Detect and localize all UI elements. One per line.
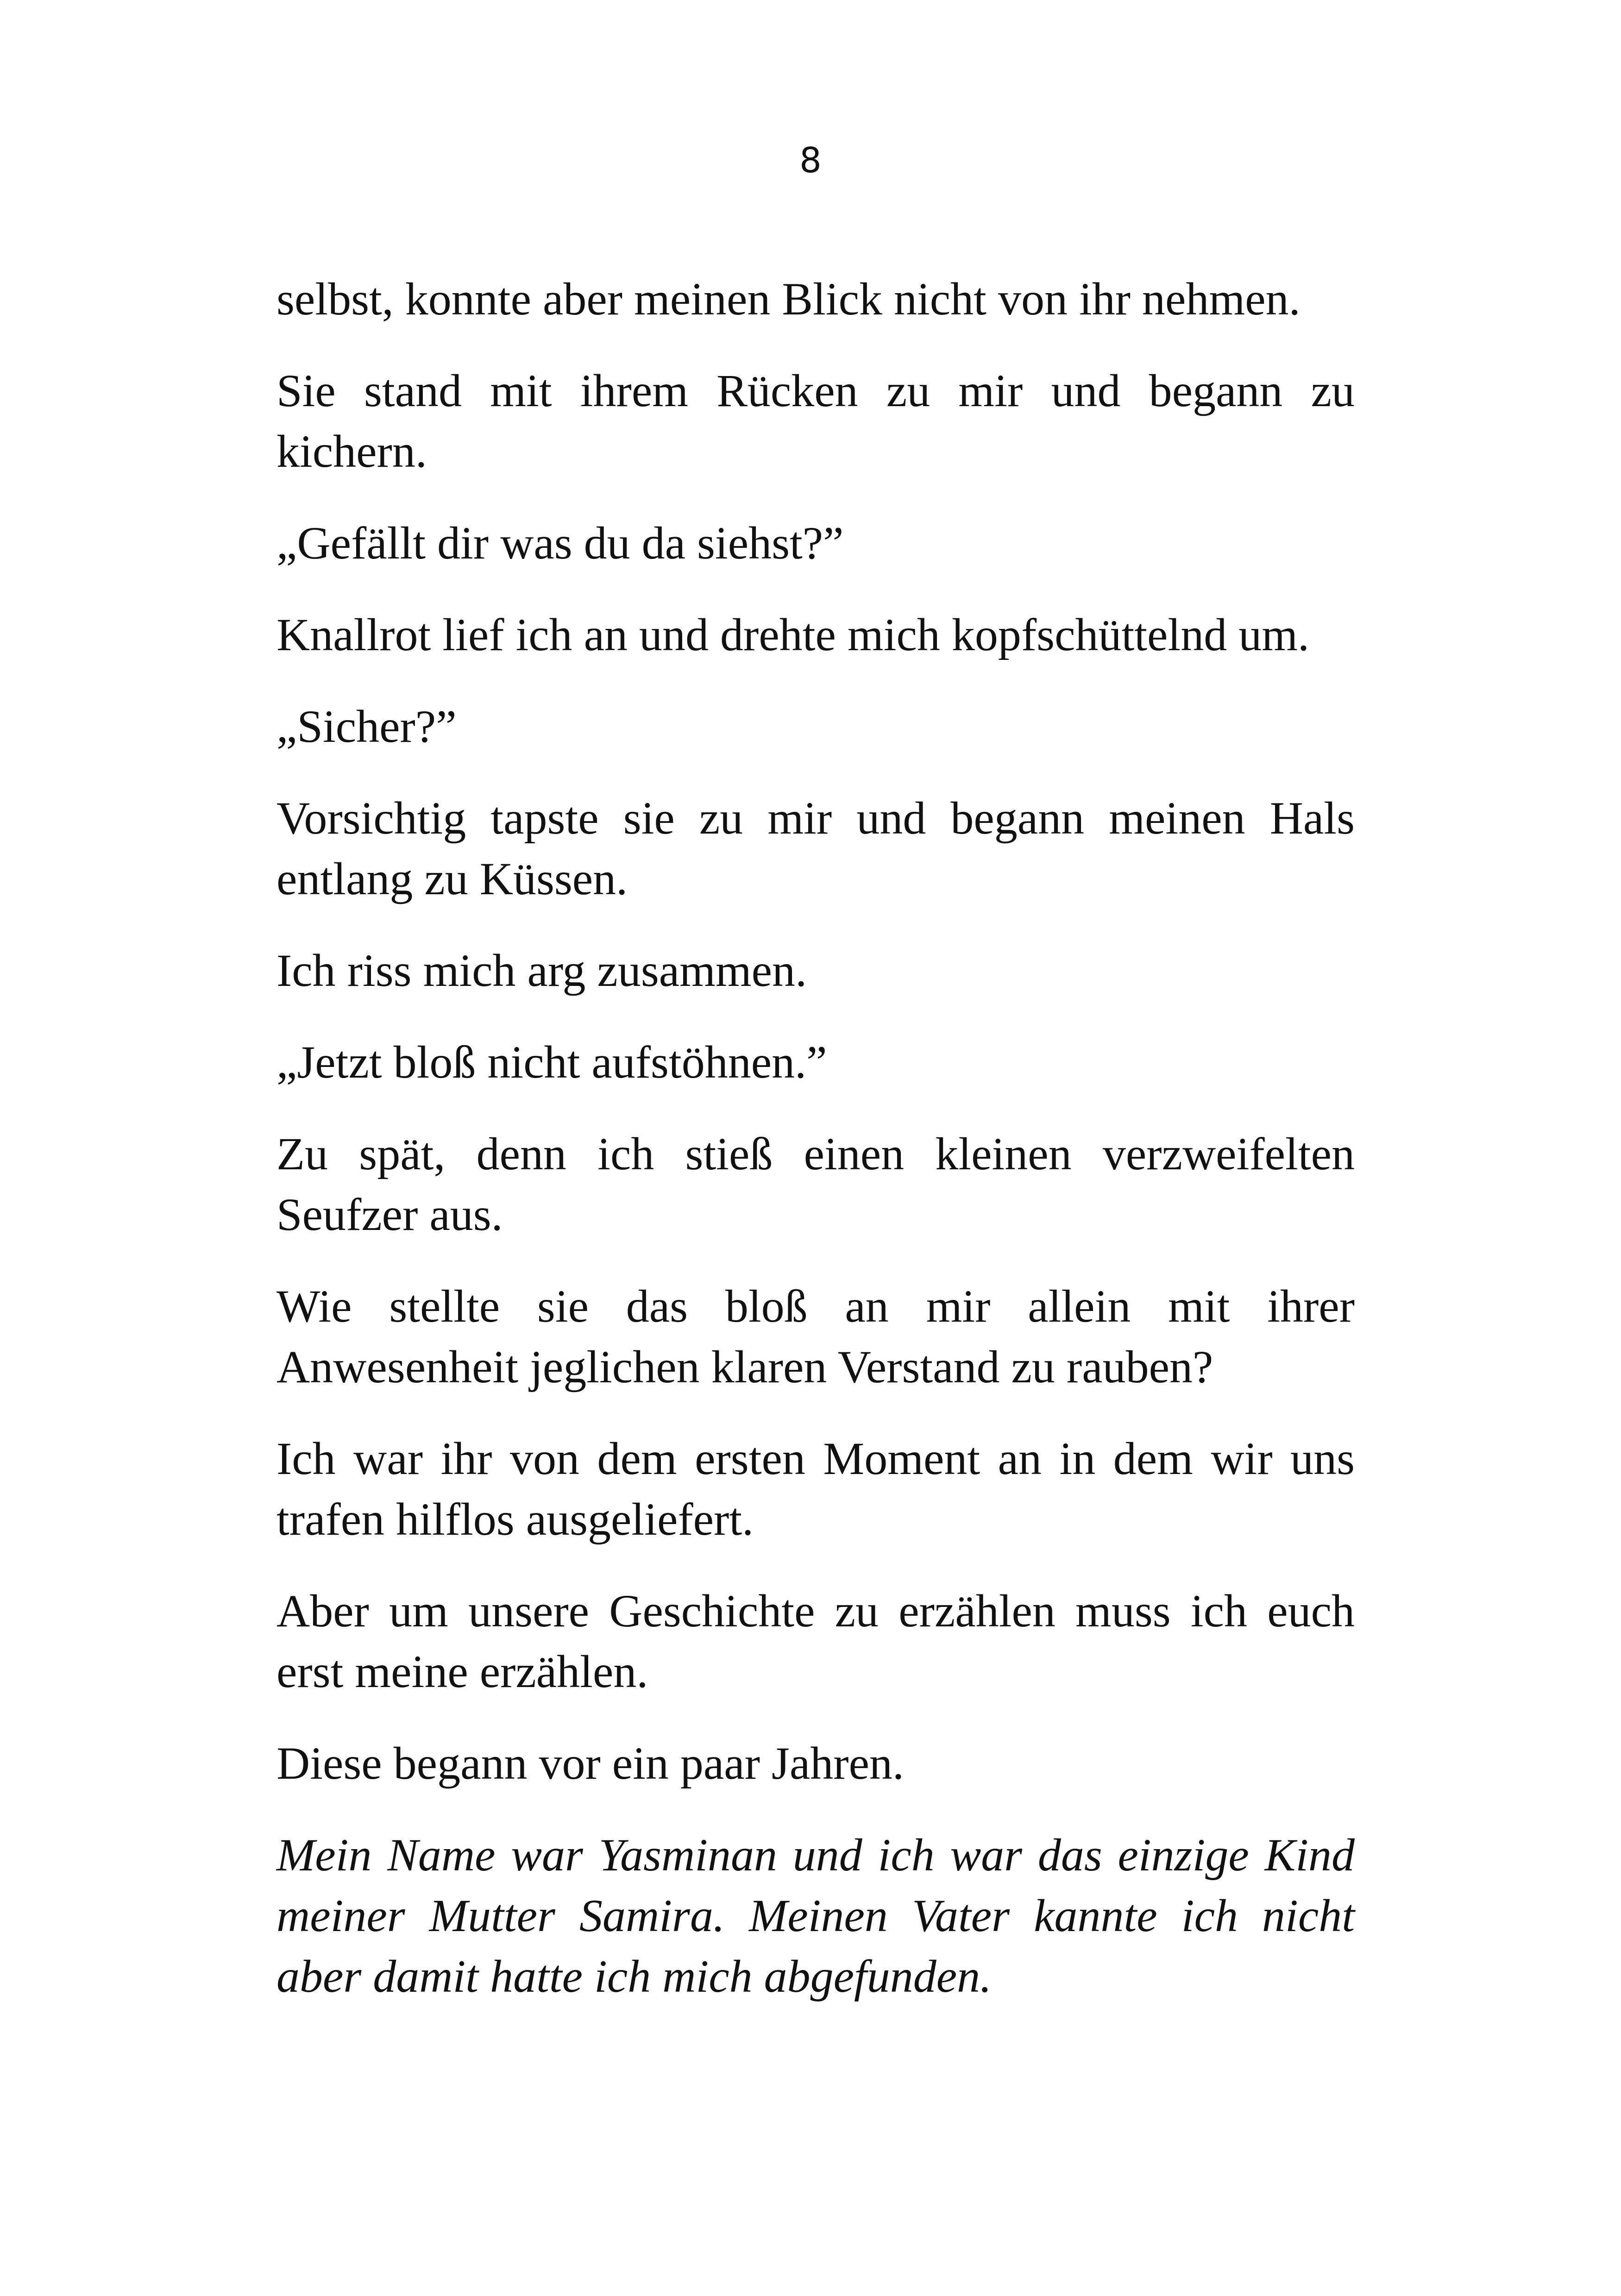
paragraph: „Gefällt dir was du da siehst?” [276, 517, 844, 569]
paragraph: Ich war ihr von dem ersten Moment an in dem wir uns trafen hilflos ausgeliefert. [276, 1433, 1355, 1545]
page-number: 8 [799, 140, 822, 181]
paragraph: Diese begann vor ein paar Jahren. [276, 1738, 904, 1789]
paragraph: Aber um unsere Geschichte zu erzählen muss ich euch erst meine erzählen. [276, 1585, 1355, 1697]
paragraph: Vorsichtig tapste sie zu mir und begann meinen Hals entlang zu Küssen. [276, 792, 1355, 904]
paragraph: Wie stellte sie das bloß an mir allein mit ihrer Anwesenheit jeglichen klaren Verstand zu rauben? [276, 1280, 1355, 1393]
italic-paragraph: Mein Name war Yasminan und ich war das einzige Kind meiner Mutter Samira. Meinen Vater kannte ich nicht aber damit hatte ich mich abgefunden. [276, 1829, 1355, 2002]
paragraph: Ich riss mich arg zusammen. [276, 945, 807, 996]
paragraph: Sie stand mit ihrem Rücken zu mir und begann zu kichern. [276, 365, 1355, 477]
paragraph: „Sicher?” [276, 701, 457, 752]
body-text [276, 269, 1355, 2038]
paragraph: Knallrot lief ich an und drehte mich kopfschüttelnd um. [276, 609, 1309, 660]
paragraph: Zu spät, denn ich stieß einen kleinen verzweifelten Seufzer aus. [276, 1128, 1355, 1240]
paragraph: „Jetzt bloß nicht aufstöhnen.” [276, 1036, 827, 1088]
paragraph: selbst, konnte aber meinen Blick nicht von ihr nehmen. [276, 273, 1301, 325]
